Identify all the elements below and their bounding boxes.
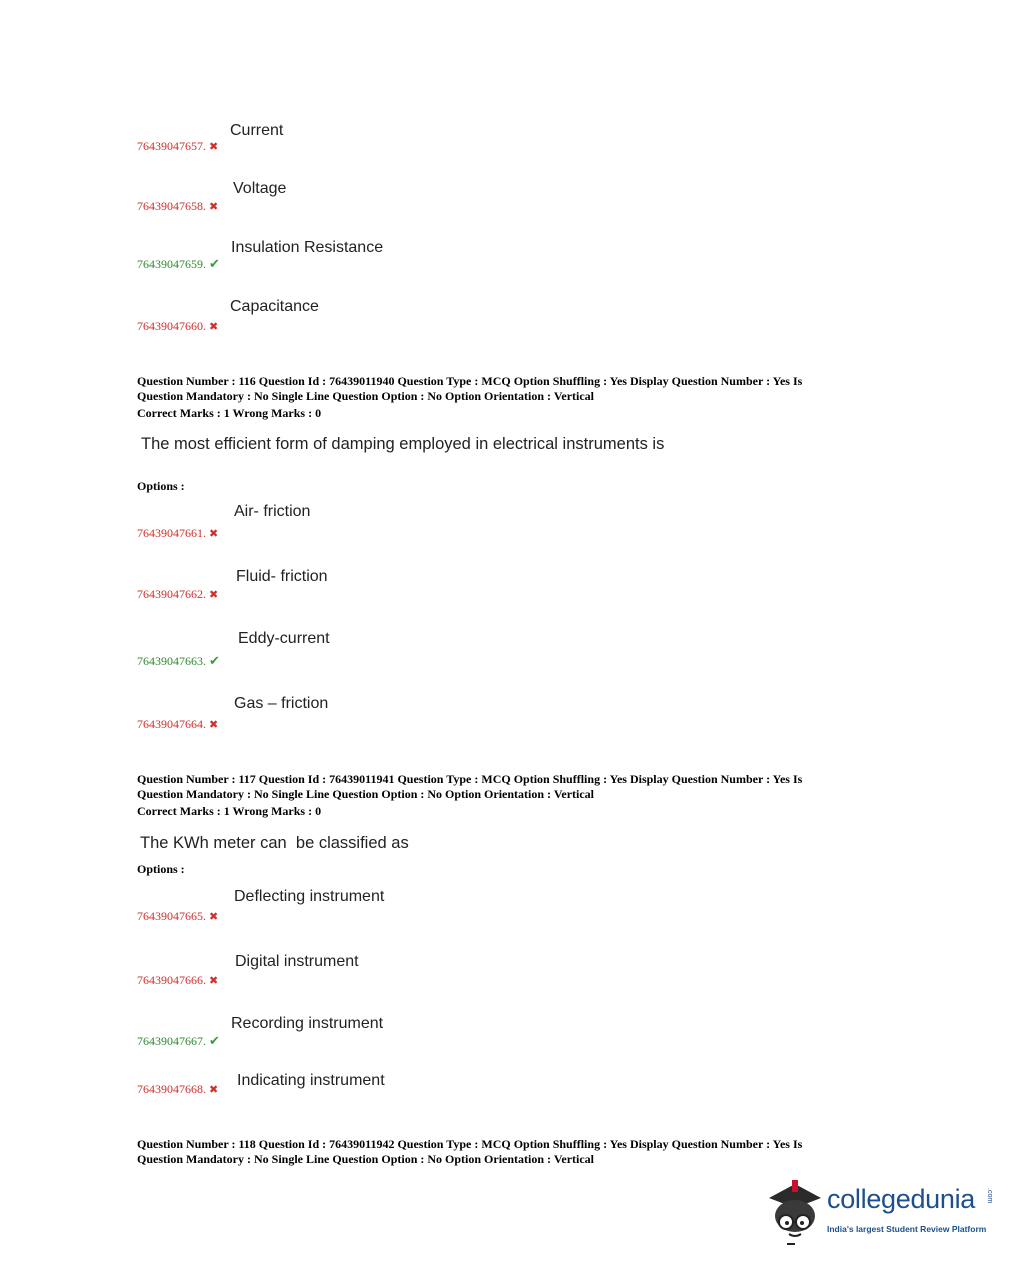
option-text: Digital instrument [235, 953, 359, 970]
option-id: 76439047667. ✔ [137, 1033, 220, 1048]
question-meta-line1: Question Number : 117 Question Id : 76439011941 Question Type : MCQ Option Shuffling : Yes Display Question Number : Yes Is [137, 772, 803, 786]
option-id: 76439047662. ✖ [137, 587, 219, 601]
cross-icon: ✖ [209, 1084, 219, 1096]
question-text: The KWh meter can be classified as [140, 834, 409, 852]
option-id: 76439047660. ✖ [137, 319, 219, 333]
question-text: The most efficient form of damping employed in electrical instruments is [141, 435, 665, 453]
mascot-icon [765, 1178, 825, 1248]
option-text: Recording instrument [231, 1015, 384, 1032]
option-id: 76439047661. ✖ [137, 526, 219, 540]
question-meta-line1: Question Number : 116 Question Id : 76439011940 Question Type : MCQ Option Shuffling : Yes Display Question Number : Yes Is [137, 374, 803, 388]
option-id: 76439047657. ✖ [137, 139, 219, 153]
question-meta-line2: Question Mandatory : No Single Line Question Option : No Option Orientation : Vertical [137, 787, 595, 801]
question-meta-line2: Question Mandatory : No Single Line Question Option : No Option Orientation : Vertical [137, 389, 595, 403]
option-id: 76439047668. ✖ [137, 1082, 219, 1096]
option-id: 76439047663. ✔ [137, 653, 220, 668]
option-text: Fluid- friction [236, 568, 328, 585]
option-id: 76439047665. ✖ [137, 909, 219, 923]
cross-icon: ✖ [209, 141, 219, 153]
option-text: Air- friction [234, 503, 311, 520]
question-meta-line1: Question Number : 118 Question Id : 76439011942 Question Type : MCQ Option Shuffling : Yes Display Question Number : Yes Is [137, 1137, 803, 1151]
question-marks: Correct Marks : 1 Wrong Marks : 0 [137, 406, 322, 420]
logo-wordmark: collegedunia [827, 1184, 976, 1214]
option-text: Eddy-current [238, 630, 330, 647]
option-id: 76439047664. ✖ [137, 717, 219, 731]
cross-icon: ✖ [209, 719, 219, 731]
question-meta-line2: Question Mandatory : No Single Line Question Option : No Option Orientation : Vertical [137, 1152, 595, 1166]
cross-icon: ✖ [209, 201, 219, 213]
cross-icon: ✖ [209, 321, 219, 333]
option-text: Indicating instrument [237, 1072, 385, 1089]
option-text: Insulation Resistance [231, 239, 384, 256]
check-icon: ✔ [209, 1033, 220, 1048]
cross-icon: ✖ [209, 911, 219, 923]
option-text: Gas – friction [234, 695, 329, 712]
cross-icon: ✖ [209, 589, 219, 601]
option-text: Capacitance [230, 298, 319, 315]
option-text: Voltage [233, 180, 287, 197]
option-id: 76439047658. ✖ [137, 199, 219, 213]
options-label: Options : [137, 862, 185, 876]
cross-icon: ✖ [209, 975, 219, 987]
option-id: 76439047666. ✖ [137, 973, 219, 987]
option-id: 76439047659. ✔ [137, 256, 220, 271]
logo-tagline: India's largest Student Review Platform [827, 1224, 987, 1234]
logo-suffix: .com [986, 1188, 993, 1204]
collegedunia-logo [765, 1178, 995, 1248]
option-text: Current [230, 122, 284, 139]
question-marks: Correct Marks : 1 Wrong Marks : 0 [137, 804, 322, 818]
cross-icon: ✖ [209, 528, 219, 540]
check-icon: ✔ [209, 653, 220, 668]
check-icon: ✔ [209, 256, 220, 271]
option-text: Deflecting instrument [234, 888, 385, 905]
options-label: Options : [137, 479, 185, 493]
